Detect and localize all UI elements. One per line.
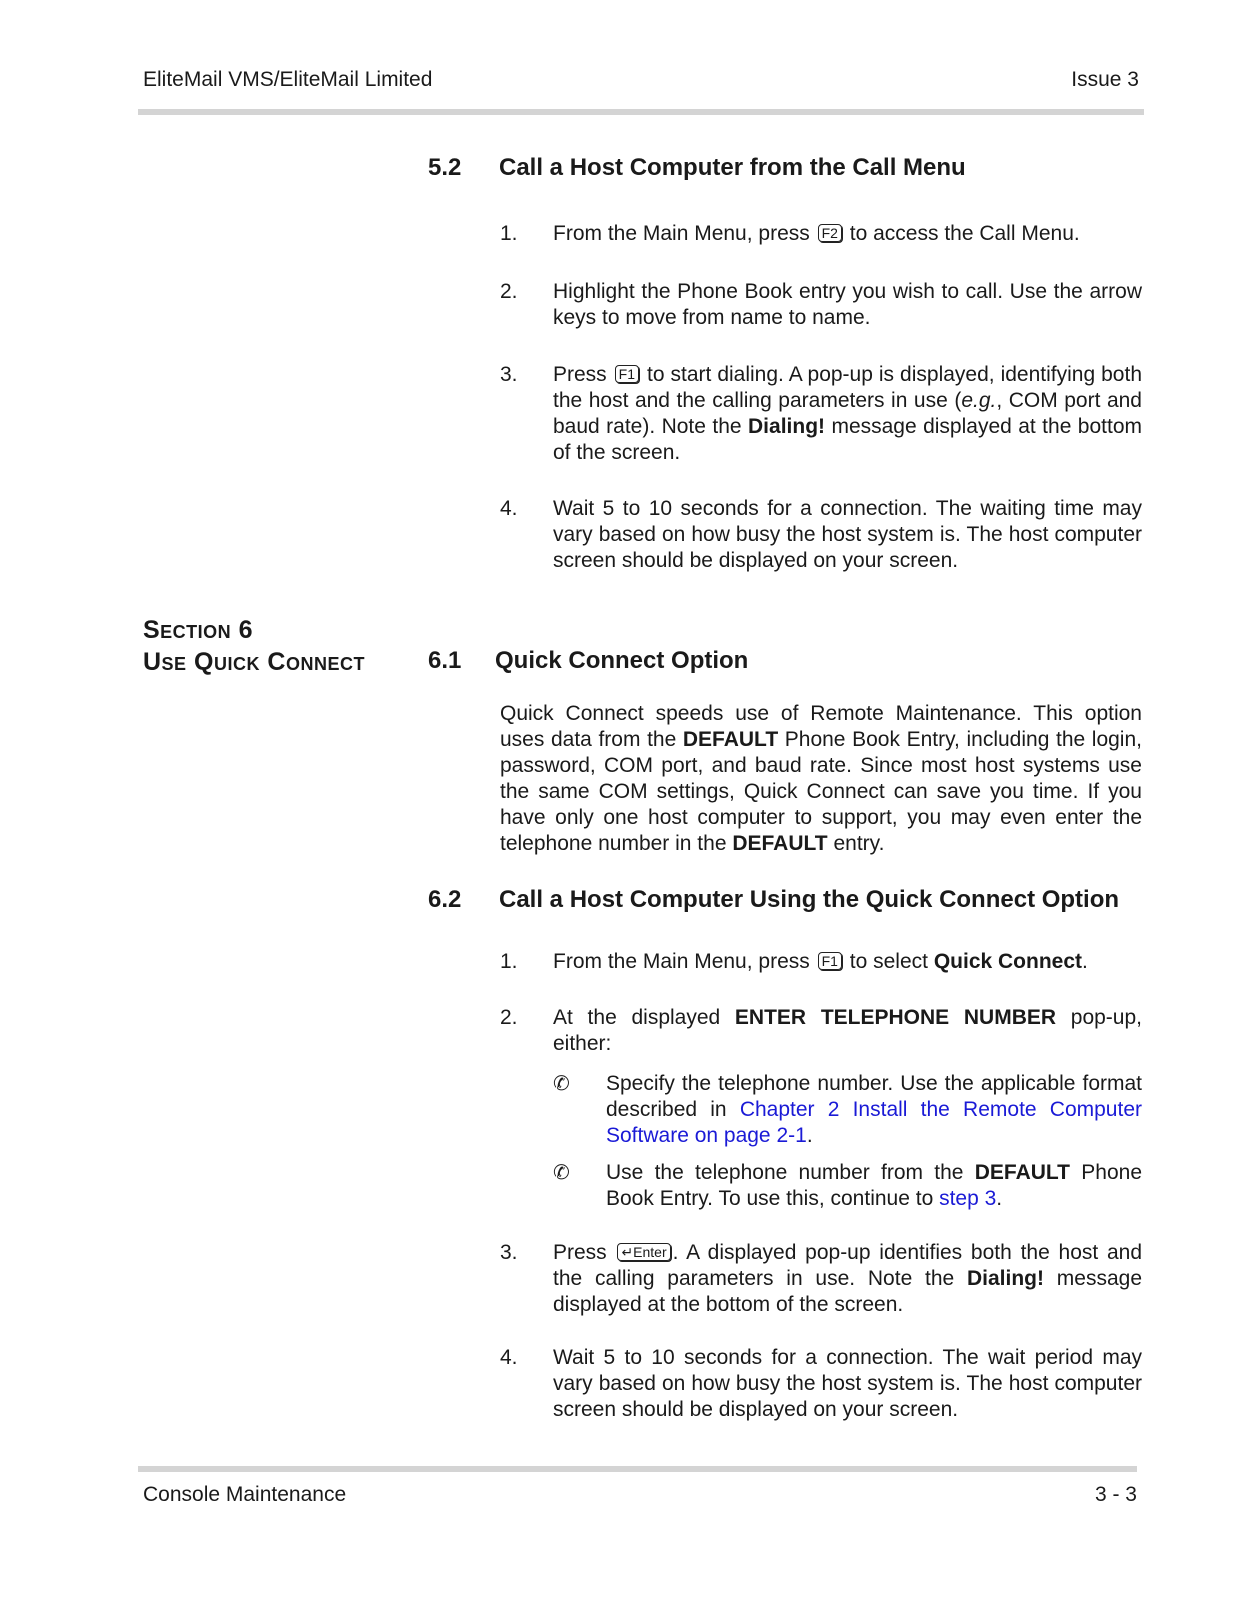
footer-rule	[138, 1466, 1137, 1472]
list-item	[500, 1345, 1142, 1423]
list-item	[500, 221, 1142, 247]
enter-key-icon: ↵Enter	[617, 1243, 670, 1261]
section-title-5-2: Call a Host Computer from the Call Menu	[499, 154, 966, 181]
section-title-6-1: Quick Connect Option	[495, 647, 749, 674]
step-text: to access the Call Menu.	[843, 222, 1080, 245]
list-item: ✆ Use the telephone number from the DEFAULT Phone Book Entry. To use this, continue to step 3.	[553, 1161, 1142, 1210]
section-side-title: Use Quick Connect	[143, 648, 365, 676]
list-item: 2. At the displayed ENTER TELEPHONE NUMBER pop-up, either:	[500, 1006, 1142, 1055]
step-text: Highlight the Phone Book entry you wish to call. Use the arrow keys to move from name to name.	[553, 280, 1142, 329]
quick-connect-paragraph: Quick Connect speeds use of Remote Maintenance. This option uses data from the DEFAULT Phone Book Entry, including the login, password, COM port, and baud rate. Since most host systems use the same COM settings, Quick Connect can save you time. If you have only one host computer to support, you may even enter the telephone number in the DEFAULT entry.	[500, 702, 1142, 855]
section-title-6-2: Call a Host Computer Using the Quick Connect Option	[499, 886, 1120, 913]
section-number-6-1: 6.1	[428, 647, 462, 674]
step-3-link[interactable]: step 3	[939, 1187, 997, 1210]
list-item: ✆ Specify the telephone number. Use the applicable format described in Chapter 2 Install the Remote Computer Software on page 2-1.	[553, 1072, 1142, 1147]
list-item	[500, 362, 1142, 466]
step-text: , COM port and baud rate). Note the	[553, 389, 1142, 438]
list-item	[500, 279, 1142, 331]
step-number: 2.	[500, 280, 518, 303]
header-issue: Issue 3	[1071, 68, 1139, 91]
section-number-5-2: 5.2	[428, 154, 462, 181]
step-number: 3.	[500, 363, 518, 386]
step-text: Wait 5 to 10 seconds for a connection. The waiting time may vary based on how busy the host system is. The host computer screen should be displayed on your screen.	[553, 497, 1142, 572]
step-text: to start dialing. A pop-up is displayed, identifying both the host and the calling parameters in use (	[553, 363, 1143, 412]
step-text-bold: Dialing!	[748, 415, 826, 438]
step-number: 4.	[500, 1346, 518, 1369]
step-number: 4.	[500, 497, 518, 520]
step-text: Wait 5 to 10 seconds for a connection. The wait period may vary based on how busy the host system is. The host computer screen should be displayed on your screen.	[553, 1346, 1142, 1421]
f1-key-icon: F1	[615, 365, 639, 383]
step-number: 1.	[500, 950, 518, 973]
step-text-italic: e.g.	[961, 389, 997, 412]
header-rule	[138, 109, 1144, 115]
step-number: 3.	[500, 1241, 518, 1264]
chapter-2-link[interactable]: Chapter 2 Install the Remote Computer Software on page 2-1	[606, 1098, 1142, 1147]
list-item	[500, 496, 1142, 574]
f2-key-icon: F2	[818, 224, 842, 242]
side-heading	[143, 614, 365, 678]
step-number: 1.	[500, 222, 518, 245]
telephone-icon: ✆	[553, 1073, 570, 1095]
step-number: 2.	[500, 1006, 518, 1029]
footer-title: Console Maintenance	[143, 1483, 347, 1506]
f1-key-icon: F1	[818, 952, 842, 970]
step-text: message displayed at the bottom of the screen.	[553, 415, 1143, 464]
step-text: From the Main Menu, press	[553, 222, 816, 245]
list-item: 1. From the Main Menu, press F1 to select Quick Connect.	[500, 950, 1088, 973]
section-number-6-2: 6.2	[428, 886, 462, 913]
step-text: Press	[553, 363, 613, 386]
list-item: 3. Press ↵Enter . A displayed pop-up identifies both the host and the calling parameters in use. Note the Dialing! message displayed at the bottom of the screen.	[500, 1241, 1142, 1316]
section-label: Section 6	[143, 616, 254, 644]
page-number: 3 - 3	[1094, 1483, 1137, 1506]
telephone-icon: ✆	[553, 1162, 570, 1184]
header-title: EliteMail VMS/EliteMail Limited	[143, 68, 433, 91]
